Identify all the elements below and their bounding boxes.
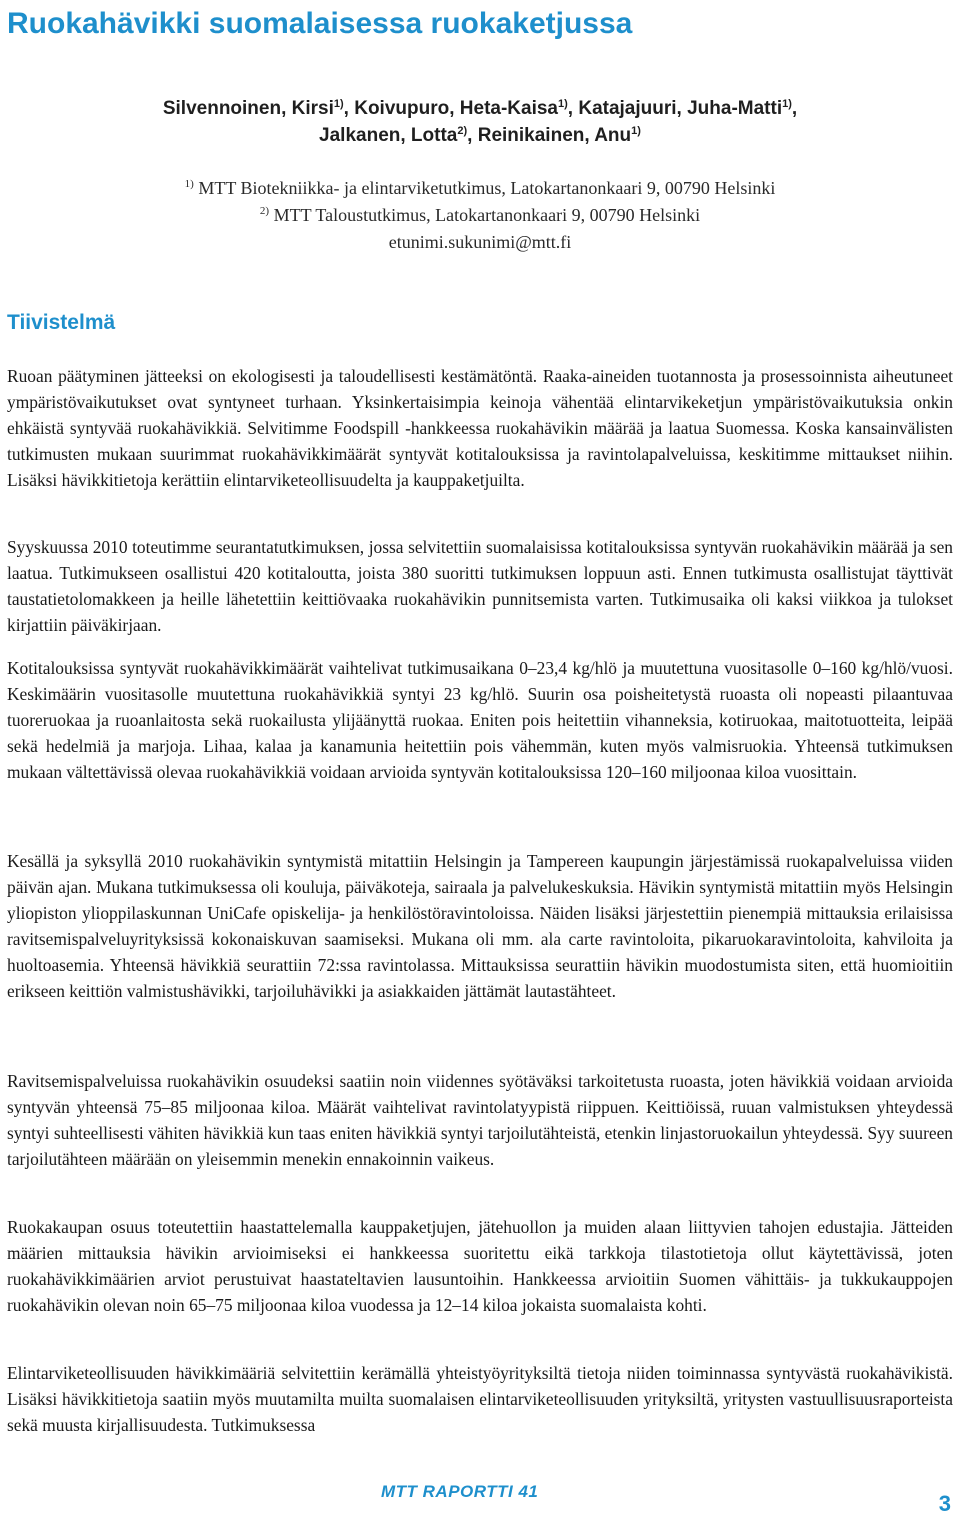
contact-email[interactable]: etunimi.sukunimi@mtt.fi [388, 232, 572, 252]
author-name: Jalkanen, Lotta [319, 125, 458, 146]
abstract-paragraph-2: Syyskuussa 2010 toteutimme seurantatutkimuksen, jossa selvitettiin suomalaisissa kotitalouksissa syntyvän ruokahävikin määrää ja sen laatua. Tutkimukseen osallistui 420 kotitaloutta, joista 380 suoritti tutkimuksen loppuun asti. Ennen tutkimusta osallistujat täyttivät taustatietolomakkeen ja heille lähetettiin keittiövaaka ruokahävikin punnitsemista varten. Tutkimusaika oli kaksi viikkoa ja tulokset kirjattiin päiväkirjaan. [7, 537, 953, 635]
abstract-paragraph-1: Ruoan päätyminen jätteeksi on ekologisesti ja taloudellisesti kestämätöntä. Raaka-aineiden tuotannosta ja prosessoinnista aiheutuneet ympäristövaikutukset ovat syntyneet turhaan. Yksinkertaisimpia keinoja vähentää elintarvikeketjun ympäristövaikutuksia onkin ehkäistä syntyvää ruokahävikkiä. Selvitimme Foodspill -hankkeessa ruokahävikin määrää ja laatua Suomessa. Koska kansainvälisten tutkimusten mukaan suurimmat ruokahävikkimäärät syntyvät kotitalouksissa ja ravintolapalveluissa, keskitimme mittaukset niihin. Lisäksi hävikkitietoja kerättiin elintarviketeollisuudelta ja kauppaketjuilta. [7, 366, 953, 490]
paper-title: Ruokahävikki suomalaisessa ruokaketjussa [7, 7, 633, 40]
abstract-heading: Tiivistelmä [7, 311, 116, 334]
report-series-label: MTT RAPORTTI 41 [381, 1482, 539, 1501]
abstract-paragraph-7: Elintarviketeollisuuden hävikkimääriä selvitettiin kerämällä yhteistyöyrityksiltä tietoja niiden toiminnassa syntyvästä ruokahävikistä. Lisäksi hävikkitietoja saatiin myös muutamilta muilta suomalaisen elintarviketeollisuuden yrityksiltä, yritysten vastuullisuusraporteista sekä muusta kirjallisuudesta. Tutkimuksessa [7, 1363, 953, 1435]
author-name: Reinikainen, Anu [477, 125, 632, 146]
affiliation-1: $^{1)}$ MTT Biotekniikka- ja elintarviketutkimus, Latokartanonkaari 9, 00790 Helsinki [184, 178, 776, 198]
abstract-paragraph-5: Ravitsemispalveluissa ruokahävikin osuudeksi saatiin noin viidennes syötäväksi tarkoitetusta ruoasta, joten hävikkiä voidaan arvioida syntyvän yhteensä 75–85 miljoonaa kiloa. Määrät vaihtelivat ravintolatyypistä riippuen. Keittiöissä, ruuan valmistuksen yhteydessä syntyi suhteellisesti vähiten hävikkiä kun taas eniten hävikkiä syntyi tarjoilutähteistä, etenkin linjastoruokailun yhteydessä. Syy suureen tarjoilutähteen määrään on yleisemmin menekin ennakoinnin vaikeus. [7, 1071, 953, 1169]
affiliation-2: $^{2)}$ MTT Taloustutkimus, Latokartanonkaari 9, 00790 Helsinki [259, 205, 701, 225]
affiliation-marker: 1) [558, 98, 568, 110]
abstract-paragraph-3: Kotitalouksissa syntyvät ruokahävikkimäärät vaihtelivat tutkimusaikana 0–23,4 kg/hlö ja muutettuna vuositasolle 0–160 kg/hlö/vuosi. Keskimäärin vuositasolle muutettuna ruokahävikkiä syntyi 23 kg/hlö. Suurin osa poisheitetystä ruoasta oli nopeasti pilaantuvaa tuoreruokaa ja ruoanlaitosta sekä ruokailusta ylijäänyttä ruokaa. Eniten pois heitettiin vihanneksia, kotiruokaa, maitotuotteita, leipää sekä hedelmiä ja marjoja. Lihaa, kalaa ja kanamunia heitettiin pois vähemmän, kuten myös valmisruokia. Yhteensä tutkimuksen mukaan vältettävissä olevaa ruokahävikkiä voidaan arvioida syntyvän kotitalouksissa 120–160 miljoonaa kiloa vuosittain. [7, 658, 953, 782]
affiliation-marker: 1) [782, 98, 792, 110]
page-number: 3 [938, 1491, 951, 1516]
author-name: Silvennoinen, Kirsi [162, 98, 334, 119]
affiliation-marker: 1) [333, 98, 344, 110]
author-name: Katajajuuri, Juha-Matti [578, 98, 783, 119]
author-name: Koivupuro, Heta-Kaisa [354, 98, 558, 119]
abstract-paragraph-6: Ruokakaupan osuus toteutettiin haastattelemalla kauppaketjujen, jätehuollon ja muiden alaan liittyvien tahojen edustajia. Jätteiden määrien mittauksia hävikin arvioimiseksi ei hankkeessa suoritettu eikä tarkkoja tilastotietoja ollut käytettävissä, joten ruokahävikkimäärien arviot perustuivat haastateltavien lausuntoihin. Hankkeessa arvioitiin Suomen vähittäis- ja tukkukauppojen ruokahävikin olevan noin 65–75 miljoonaa kiloa vuodessa ja 12–14 kiloa jokaista suomalaista kohti. [7, 1217, 953, 1315]
author-line-2: Jalkanen, Lotta$^{2)}$, Reinikainen, Anu$^{1)}$ [319, 125, 641, 146]
abstract-paragraph-4: Kesällä ja syksyllä 2010 ruokahävikin syntymistä mitattiin Helsingin ja Tampereen kaupungin järjestämissä ruokapalveluissa viiden päivän ajan. Mukana tutkimuksessa oli kouluja, päiväkoteja, sairaala ja palvelukeskuksia. Hävikin syntymistä mitattiin myös Helsingin yliopiston ylioppilaskunnan UniCafe opiskelija- ja henkilöstöravintoloissa. Näiden lisäksi järjestettiin pienempiä mittauksia erilaisissa ravitsemispalveluyrityksissä kokonaiskuvan saamiseksi. Mukana oli mm. ala carte ravintoloita, pikaruokaravintoloita, kahviloita ja huoltoasemia. Yhteensä hävikkiä seurattiin 72:ssa ravintolassa. Mittauksissa seurattiin hävikin muodostumista siten, että huomioitiin erikseen keittiön valmistushävikki, tarjoiluhävikki ja asiakkaiden jättämät lautastähteet. [7, 851, 953, 1001]
affiliation-marker: 2) [457, 125, 468, 137]
affiliation-marker: 1) [631, 125, 641, 137]
author-line-1: Silvennoinen, Kirsi$^{1)}$, Koivupuro, Heta-Kaisa$^{1)}$, Katajajuuri, Juha-Matti$^{1)}$, [162, 98, 798, 119]
